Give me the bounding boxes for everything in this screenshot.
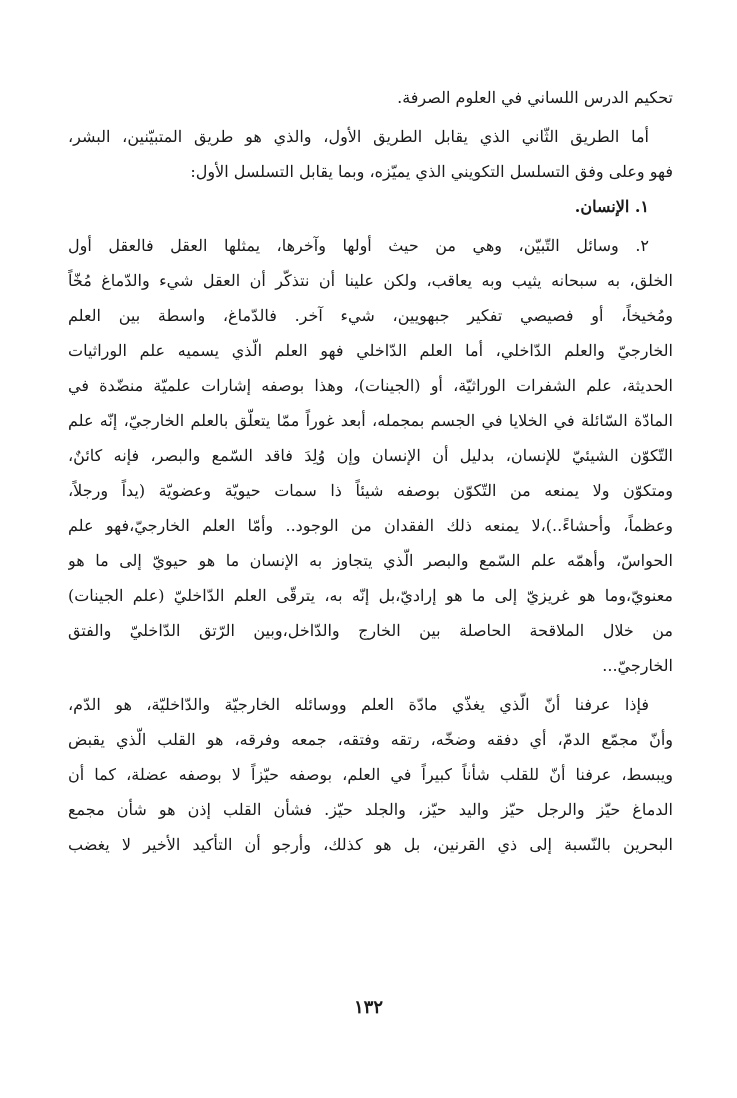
text-line: ٢. وسائل التّبيّن، وهي من حيث أولها وآخرها، يمثلها العقل فالعقل أول [68,236,649,255]
body-text [68,80,673,862]
list-item-2 [68,228,673,683]
text-line: الخارجيّ والعلم الدّاخلي، أما العلم الدّاخلي فهو العلم الّذي يسميه علم الوراثيات [68,341,673,360]
text-line: الدماغ حيّز والرجل حيّز واليد حيّز، والجلد حيّز. فشأن القلب إذن هو شأن مجمع [68,800,673,819]
text-line: المادّة السّائلة في الخلايا في الجسم بمجمله، أبعد غوراً ممّا يتعلّق بالعلم الخارجيّ، إنّه علم [68,411,673,430]
paragraph-intro [68,80,673,115]
text-line: التّكوّن الشيئيّ للإنسان، بدليل أن الإنسان وإن وُلِدَ فاقد السّمع والبصر، فإنه كائنٌ، [68,446,673,465]
text-line: ومتكوّن ولا يمنعه من التّكوّن بوصفه شيئاً ذا سمات حيويّة وعضويّة (يداً ورجلاً، [68,481,673,500]
text-line: معنويّ،وما هو غريزيّ إلى ما هو إراديّ،بل إنّه به، يترقّى العلم الدّاخليّ (علم الجينات) [68,586,673,605]
paragraph-second-path [68,119,673,189]
list-item-heading: ١. الإنسان. [574,197,649,216]
text-line: وأنّ مجمّع الدمّ، أي دفقه وضخّه، رتقه وفتقه، جمعه وفرقه، هو القلب الّذي يقبض [68,730,673,749]
text-line: فإذا عرفنا أنّ الّذي يغذّي مادّة العلم ووسائله الخارجيّة والدّاخليّة، هو الدّم، [68,695,649,714]
text-line: الحواسّ، وأهمّه علم السّمع والبصر الّذي يتجاوز به الإنسان ما هو حيويّ إلى ما هو [68,551,673,570]
text-line: الخلق، به سبحانه يثيب وبه يعاقب، ولكن علينا أن نتذكّر أن العقل شيء والدّماغ مُخّاً [68,271,673,290]
text-line: ويبسط، عرفنا أنّ للقلب شأناً كبيراً في العلم، بوصفه حيّزاً لا بوصفه عضلة، كما أن [68,765,673,784]
text-line: فهو وعلى وفق التسلسل التكويني الذي يميّزه، وبما يقابل التسلسل الأول: [190,162,673,181]
text-line: تحكيم الدرس اللساني في العلوم الصرفة. [397,88,673,107]
text-line: الخارجيّ... [602,656,673,675]
text-line: ومُخيخاً، أو فصيصي تفكير جبهويين، شيء آخر. فالدّماغ، واسطة بين العلم [68,306,673,325]
text-line: من خلال الملاقحة الحاصلة بين الخارج والدّاخل،وبين الرّتق الدّاخليّ والفتق [68,621,673,640]
text-line: الحديثة، علم الشفرات الوراثيّة، أو (الجينات)، وهذا بوصفه إشارات علميّة منضّدة في [68,376,673,395]
paragraph-heart [68,687,673,862]
text-line: أما الطريق الثّاني الذي يقابل الطريق الأول، والذي هو طريق المتبيّنين، البشر، [68,127,649,146]
page-number: ١٣٢ [353,997,383,1018]
text-line: البحرين بالنّسبة إلى ذي القرنين، بل هو كذلك، وأرجو أن التأكيد الأخير لا يغضب [68,835,673,854]
list-item-1 [68,189,673,224]
text-line: وعظماً، وأحشاءً..)،لا يمنعه ذلك الفقدان من الوجود.. وأمّا العلم الخارجيّ،فهو علم [68,516,673,535]
